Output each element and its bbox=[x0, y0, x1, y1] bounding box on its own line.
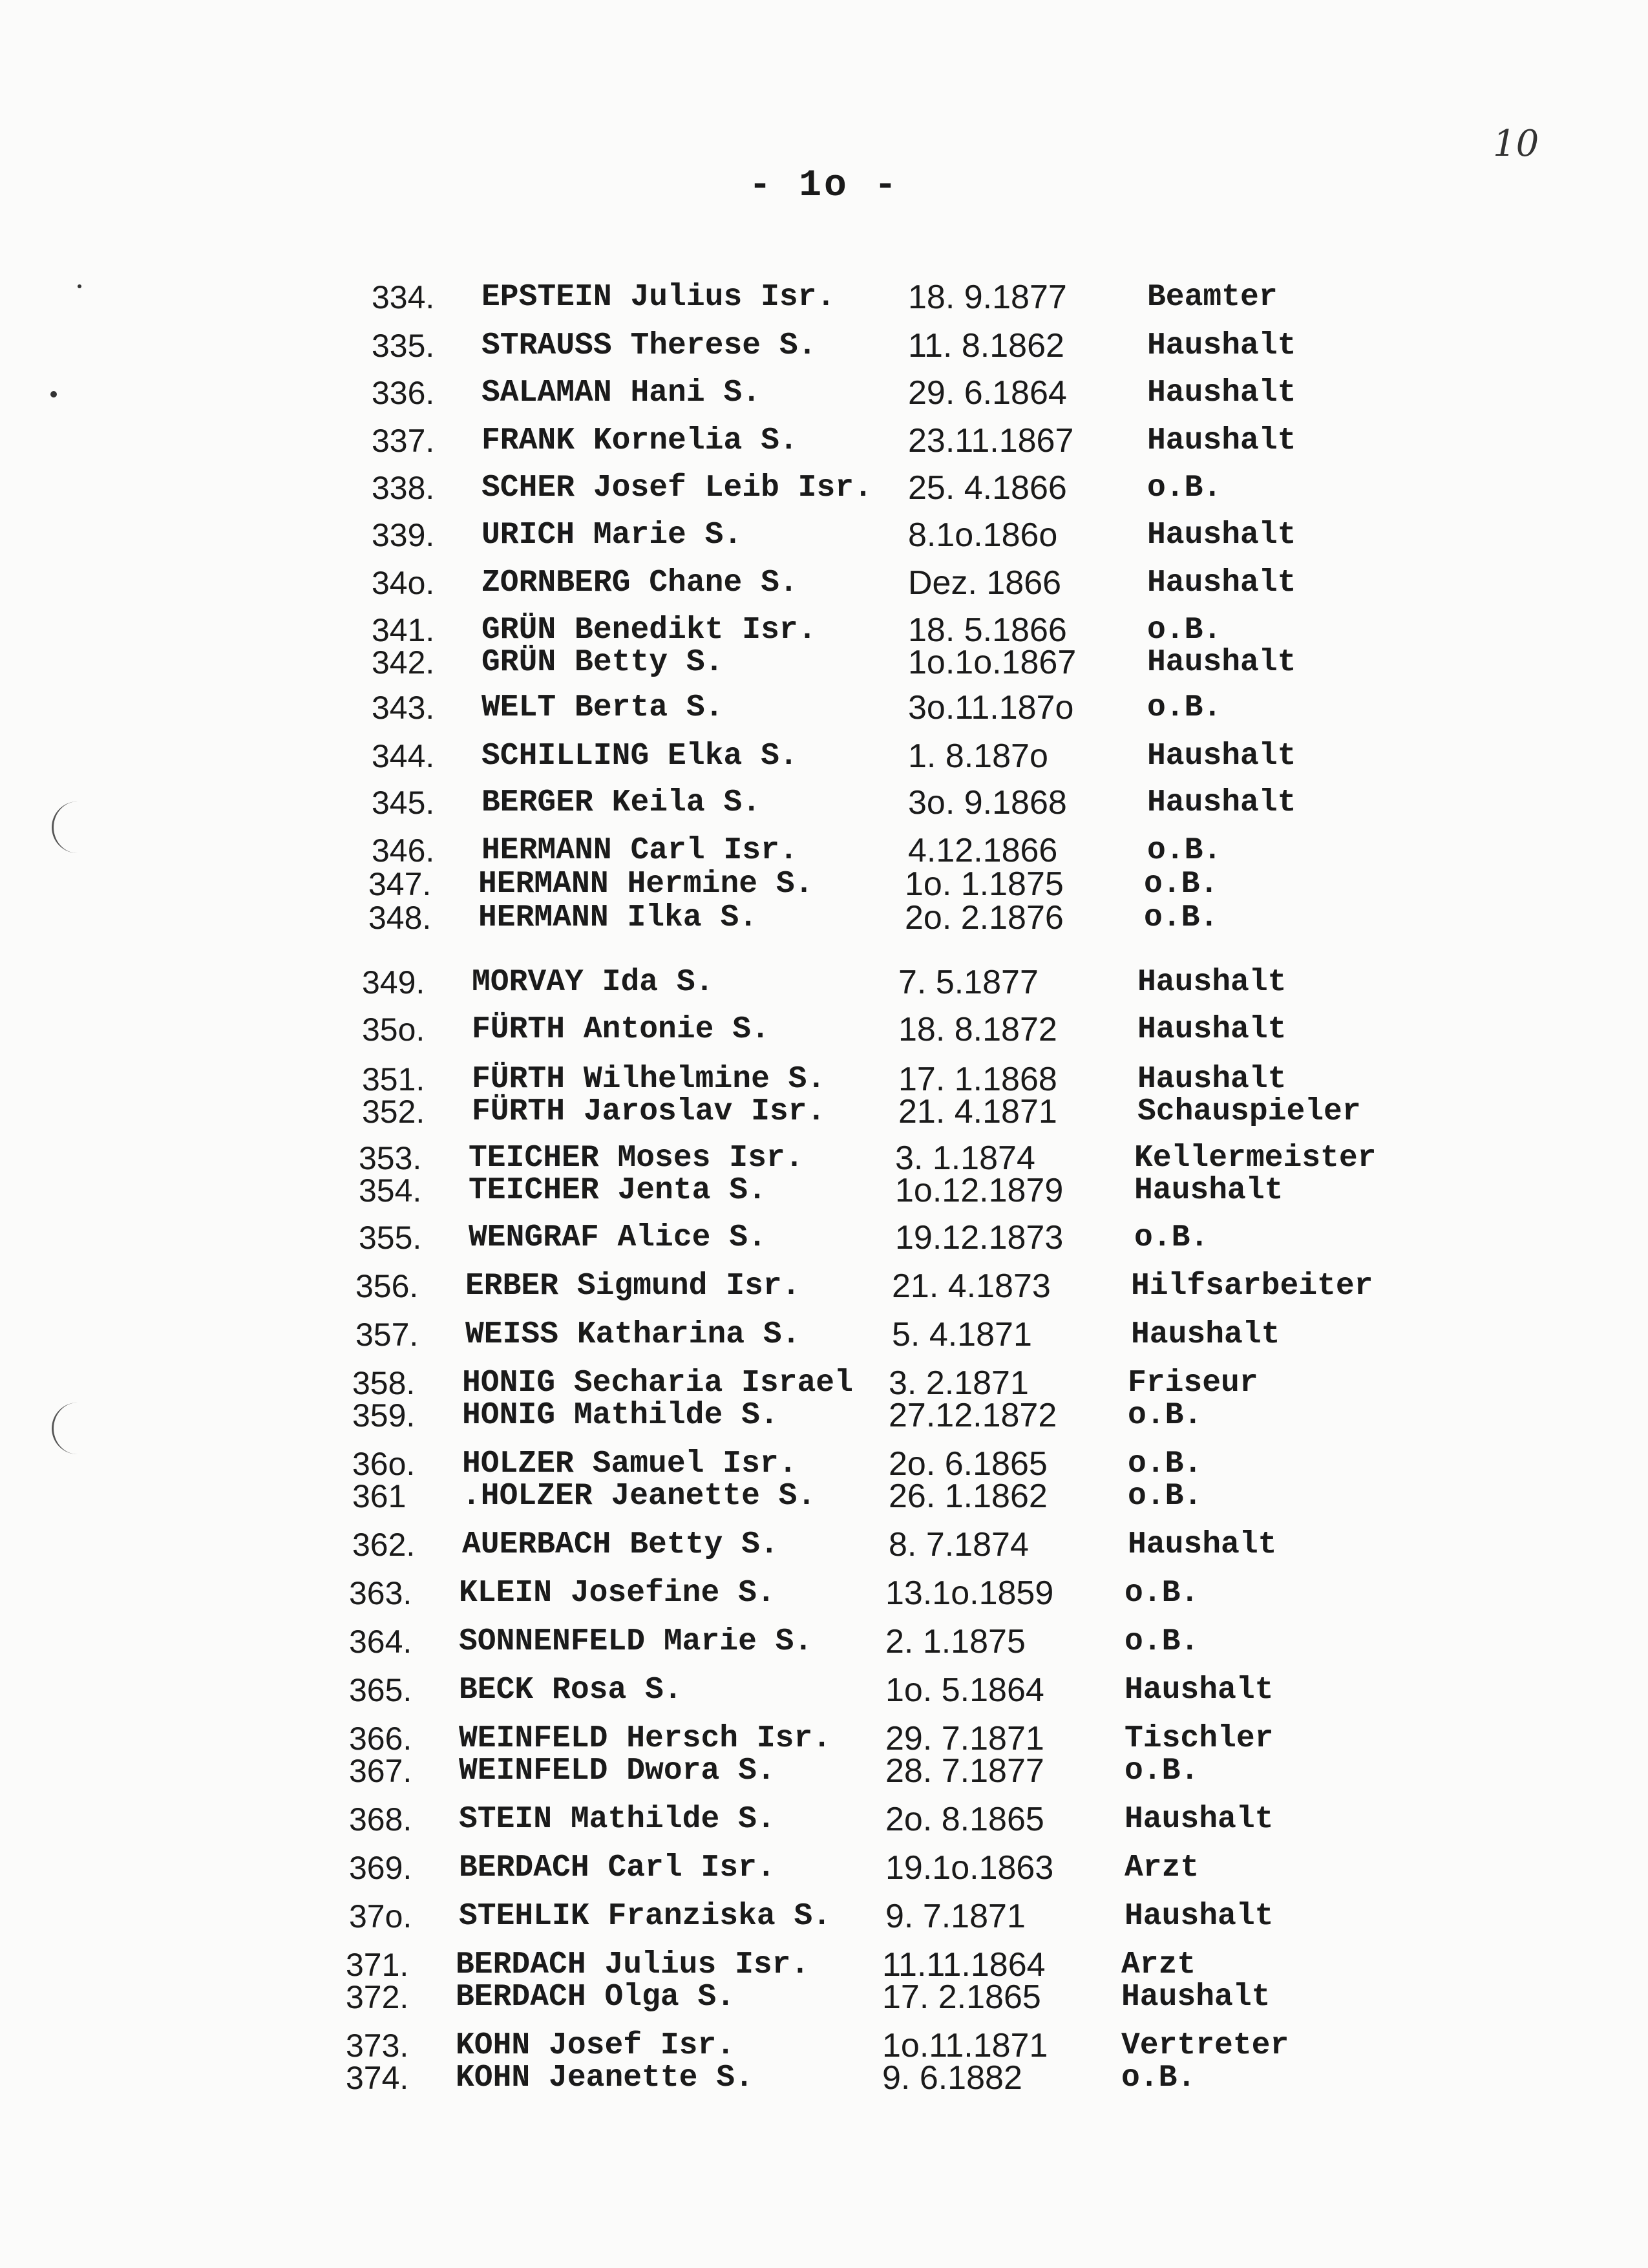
birth-date: Dez. 1866 bbox=[908, 564, 1062, 602]
occupation: o.B. bbox=[1144, 900, 1219, 935]
birth-date: 3o. 9.1868 bbox=[908, 784, 1067, 821]
occupation: Haushalt bbox=[1147, 376, 1296, 410]
person-name: WEINFELD Hersch Isr. bbox=[459, 1721, 832, 1756]
entry-number: 365. bbox=[349, 1672, 412, 1708]
entry-number: 34o. bbox=[372, 565, 435, 601]
entry-number: 356. bbox=[355, 1268, 419, 1304]
entry-number: 346. bbox=[372, 832, 435, 869]
birth-date: 13.1o.1859 bbox=[885, 1574, 1054, 1612]
birth-date: 1o.11.1871 bbox=[882, 2027, 1048, 2064]
birth-date: 18. 9.1877 bbox=[908, 279, 1067, 316]
birth-date: 18. 5.1866 bbox=[908, 611, 1067, 649]
person-name: BECK Rosa S. bbox=[459, 1673, 682, 1708]
occupation: Haushalt bbox=[1147, 566, 1296, 600]
person-name: FRANK Kornelia S. bbox=[481, 423, 798, 458]
occupation: Haushalt bbox=[1125, 1899, 1274, 1934]
entry-number: 361 bbox=[352, 1478, 407, 1514]
occupation: Haushalt bbox=[1128, 1527, 1277, 1562]
occupation: Haushalt bbox=[1137, 1012, 1287, 1047]
person-name: FÜRTH Antonie S. bbox=[472, 1012, 770, 1047]
person-name: KOHN Josef Isr. bbox=[456, 2028, 735, 2063]
entry-number: 342. bbox=[372, 644, 435, 681]
birth-date: 1o. 5.1864 bbox=[885, 1671, 1044, 1709]
person-name: WELT Berta S. bbox=[481, 690, 724, 725]
entry-number: 338. bbox=[372, 470, 435, 506]
birth-date: 29. 6.1864 bbox=[908, 374, 1067, 412]
entry-number: 343. bbox=[372, 690, 435, 726]
page-number: - 1o - bbox=[748, 165, 900, 207]
occupation: o.B. bbox=[1147, 690, 1222, 725]
person-name: TEICHER Moses Isr. bbox=[469, 1141, 804, 1176]
person-name: BERDACH Olga S. bbox=[456, 1980, 735, 2015]
birth-date: 8. 7.1874 bbox=[889, 1526, 1029, 1563]
birth-date: 3. 1.1874 bbox=[895, 1139, 1035, 1177]
occupation: Haushalt bbox=[1147, 785, 1296, 820]
birth-date: 19.12.1873 bbox=[895, 1219, 1064, 1256]
person-name: WEINFELD Dwora S. bbox=[459, 1754, 776, 1788]
person-name: HOLZER Samuel Isr. bbox=[462, 1447, 798, 1481]
entry-number: 344. bbox=[372, 738, 435, 774]
entry-number: 35o. bbox=[362, 1012, 425, 1048]
birth-date: 21. 4.1873 bbox=[892, 1267, 1051, 1305]
birth-date: 2o. 6.1865 bbox=[889, 1445, 1048, 1483]
entry-number: 353. bbox=[359, 1140, 422, 1176]
birth-date: 28. 7.1877 bbox=[885, 1752, 1044, 1790]
person-name: SALAMAN Hani S. bbox=[481, 376, 761, 410]
occupation: Tischler bbox=[1125, 1721, 1274, 1756]
person-name: HONIG Mathilde S. bbox=[462, 1398, 779, 1433]
entry-number: 364. bbox=[349, 1624, 412, 1660]
occupation: Schauspieler bbox=[1137, 1094, 1361, 1129]
occupation: Vertreter bbox=[1121, 2028, 1289, 2063]
birth-date: 9. 6.1882 bbox=[882, 2059, 1022, 2097]
occupation: o.B. bbox=[1128, 1398, 1203, 1433]
occupation: Haushalt bbox=[1131, 1317, 1280, 1352]
entry-number: 372. bbox=[346, 1979, 409, 2015]
occupation: Hilfsarbeiter bbox=[1131, 1269, 1373, 1304]
entry-number: 368. bbox=[349, 1801, 412, 1838]
person-name: STEIN Mathilde S. bbox=[459, 1802, 776, 1837]
occupation: Haushalt bbox=[1137, 1062, 1287, 1097]
occupation: Friseur bbox=[1128, 1366, 1258, 1401]
entry-number: 352. bbox=[362, 1094, 425, 1130]
entry-number: 349. bbox=[362, 964, 425, 1001]
birth-date: 29. 7.1871 bbox=[885, 1720, 1044, 1757]
occupation: Arzt bbox=[1125, 1850, 1199, 1885]
entry-number: 336. bbox=[372, 375, 435, 411]
entry-number: 358. bbox=[352, 1365, 416, 1401]
entry-number: 355. bbox=[359, 1220, 422, 1256]
birth-date: 17. 1.1868 bbox=[898, 1061, 1057, 1098]
occupation: o.B. bbox=[1134, 1220, 1209, 1255]
person-name: .HOLZER Jeanette S. bbox=[462, 1479, 816, 1514]
birth-date: 8.1o.186o bbox=[908, 516, 1058, 554]
person-name: AUERBACH Betty S. bbox=[462, 1527, 779, 1562]
entry-number: 354. bbox=[359, 1172, 422, 1209]
person-name: SONNENFELD Marie S. bbox=[459, 1624, 813, 1659]
birth-date: 11. 8.1862 bbox=[908, 327, 1064, 365]
birth-date: 7. 5.1877 bbox=[898, 964, 1039, 1001]
birth-date: 19.1o.1863 bbox=[885, 1849, 1054, 1887]
person-name: GRÜN Betty S. bbox=[481, 645, 724, 680]
person-name: TEICHER Jenta S. bbox=[469, 1173, 766, 1208]
entry-number: 341. bbox=[372, 612, 435, 648]
person-name: KLEIN Josefine S. bbox=[459, 1576, 776, 1611]
occupation: o.B. bbox=[1147, 613, 1222, 648]
occupation: o.B. bbox=[1128, 1479, 1203, 1514]
person-name: ZORNBERG Chane S. bbox=[481, 566, 798, 600]
birth-date: 2o. 8.1865 bbox=[885, 1801, 1044, 1838]
person-name: GRÜN Benedikt Isr. bbox=[481, 613, 817, 648]
person-name: SCHER Josef Leib Isr. bbox=[481, 471, 872, 505]
entry-number: 359. bbox=[352, 1397, 416, 1434]
entry-number: 345. bbox=[372, 785, 435, 821]
occupation: Haushalt bbox=[1137, 965, 1287, 1000]
person-name: BERDACH Carl Isr. bbox=[459, 1850, 776, 1885]
person-name: WEISS Katharina S. bbox=[465, 1317, 801, 1352]
occupation: Haushalt bbox=[1147, 645, 1296, 680]
entry-number: 362. bbox=[352, 1527, 416, 1563]
birth-date: 26. 1.1862 bbox=[889, 1478, 1048, 1515]
birth-date: 4.12.1866 bbox=[908, 832, 1058, 869]
birth-date: 23.11.1867 bbox=[908, 422, 1074, 460]
occupation: o.B. bbox=[1147, 833, 1222, 868]
entry-number: 363. bbox=[349, 1575, 412, 1611]
birth-date: 25. 4.1866 bbox=[908, 469, 1067, 507]
person-name: STEHLIK Franziska S. bbox=[459, 1899, 832, 1934]
birth-date: 17. 2.1865 bbox=[882, 1978, 1041, 2016]
entry-number: 351. bbox=[362, 1061, 425, 1097]
entry-number: 357. bbox=[355, 1317, 419, 1353]
person-name: EPSTEIN Julius Isr. bbox=[481, 280, 836, 315]
person-name: FÜRTH Jaroslav Isr. bbox=[472, 1094, 826, 1129]
birth-date: 27.12.1872 bbox=[889, 1397, 1057, 1434]
occupation: o.B. bbox=[1144, 867, 1219, 902]
person-name: MORVAY Ida S. bbox=[472, 965, 714, 1000]
occupation: Beamter bbox=[1147, 280, 1278, 315]
entry-number: 347. bbox=[368, 866, 432, 902]
occupation: Haushalt bbox=[1134, 1173, 1284, 1208]
birth-date: 5. 4.1871 bbox=[892, 1316, 1032, 1353]
birth-date: 2. 1.1875 bbox=[885, 1623, 1026, 1660]
entry-number: 371. bbox=[346, 1947, 409, 1983]
birth-date: 18. 8.1872 bbox=[898, 1011, 1057, 1048]
occupation: Haushalt bbox=[1121, 1980, 1271, 2015]
person-name: STRAUSS Therese S. bbox=[481, 328, 817, 363]
person-name: WENGRAF Alice S. bbox=[469, 1220, 766, 1255]
corner-page-number: 10 bbox=[1493, 123, 1539, 165]
person-name: HERMANN Carl Isr. bbox=[481, 833, 798, 868]
occupation: Kellermeister bbox=[1134, 1141, 1377, 1176]
person-name: SCHILLING Elka S. bbox=[481, 739, 798, 774]
occupation: o.B. bbox=[1125, 1754, 1199, 1788]
birth-date: 3. 2.1871 bbox=[889, 1364, 1029, 1402]
entry-number: 334. bbox=[372, 279, 435, 315]
entry-number: 348. bbox=[368, 900, 432, 936]
occupation: Haushalt bbox=[1125, 1802, 1274, 1837]
birth-date: 1o.12.1879 bbox=[895, 1172, 1064, 1209]
occupation: Haushalt bbox=[1147, 328, 1296, 363]
birth-date: 2o. 2.1876 bbox=[905, 899, 1064, 937]
person-name: BERDACH Julius Isr. bbox=[456, 1947, 810, 1982]
entry-number: 366. bbox=[349, 1721, 412, 1757]
birth-date: 9. 7.1871 bbox=[885, 1898, 1026, 1935]
birth-date: 1o.1o.1867 bbox=[908, 644, 1077, 681]
birth-date: 11.11.1864 bbox=[882, 1946, 1046, 1984]
entry-number: 36o. bbox=[352, 1446, 416, 1482]
entry-number: 339. bbox=[372, 517, 435, 553]
occupation: Haushalt bbox=[1147, 739, 1296, 774]
person-name: HERMANN Ilka S. bbox=[478, 900, 758, 935]
entry-number: 373. bbox=[346, 2028, 409, 2064]
birth-date: 1. 8.187o bbox=[908, 737, 1048, 775]
birth-date: 21. 4.1871 bbox=[898, 1093, 1057, 1130]
occupation: o.B. bbox=[1125, 1624, 1199, 1659]
person-name: ERBER Sigmund Isr. bbox=[465, 1269, 801, 1304]
person-name: HERMANN Hermine S. bbox=[478, 867, 814, 902]
person-name: KOHN Jeanette S. bbox=[456, 2061, 754, 2095]
entry-number: 367. bbox=[349, 1753, 412, 1789]
entry-number: 37o. bbox=[349, 1898, 412, 1934]
occupation: Arzt bbox=[1121, 1947, 1196, 1982]
occupation: Haushalt bbox=[1147, 423, 1296, 458]
entry-number: 374. bbox=[346, 2060, 409, 2096]
occupation: Haushalt bbox=[1147, 518, 1296, 553]
person-name: URICH Marie S. bbox=[481, 518, 743, 553]
entry-number: 335. bbox=[372, 328, 435, 364]
person-name: BERGER Keila S. bbox=[481, 785, 761, 820]
occupation: Haushalt bbox=[1125, 1673, 1274, 1708]
person-name: HONIG Secharia Israel bbox=[462, 1366, 853, 1401]
occupation: o.B. bbox=[1128, 1447, 1203, 1481]
entry-number: 337. bbox=[372, 423, 435, 459]
entry-number: 369. bbox=[349, 1850, 412, 1886]
occupation: o.B. bbox=[1121, 2061, 1196, 2095]
birth-date: 3o.11.187o bbox=[908, 689, 1074, 726]
person-name: FÜRTH Wilhelmine S. bbox=[472, 1062, 826, 1097]
birth-date: 1o. 1.1875 bbox=[905, 865, 1064, 903]
occupation: o.B. bbox=[1125, 1576, 1199, 1611]
occupation: o.B. bbox=[1147, 471, 1222, 505]
